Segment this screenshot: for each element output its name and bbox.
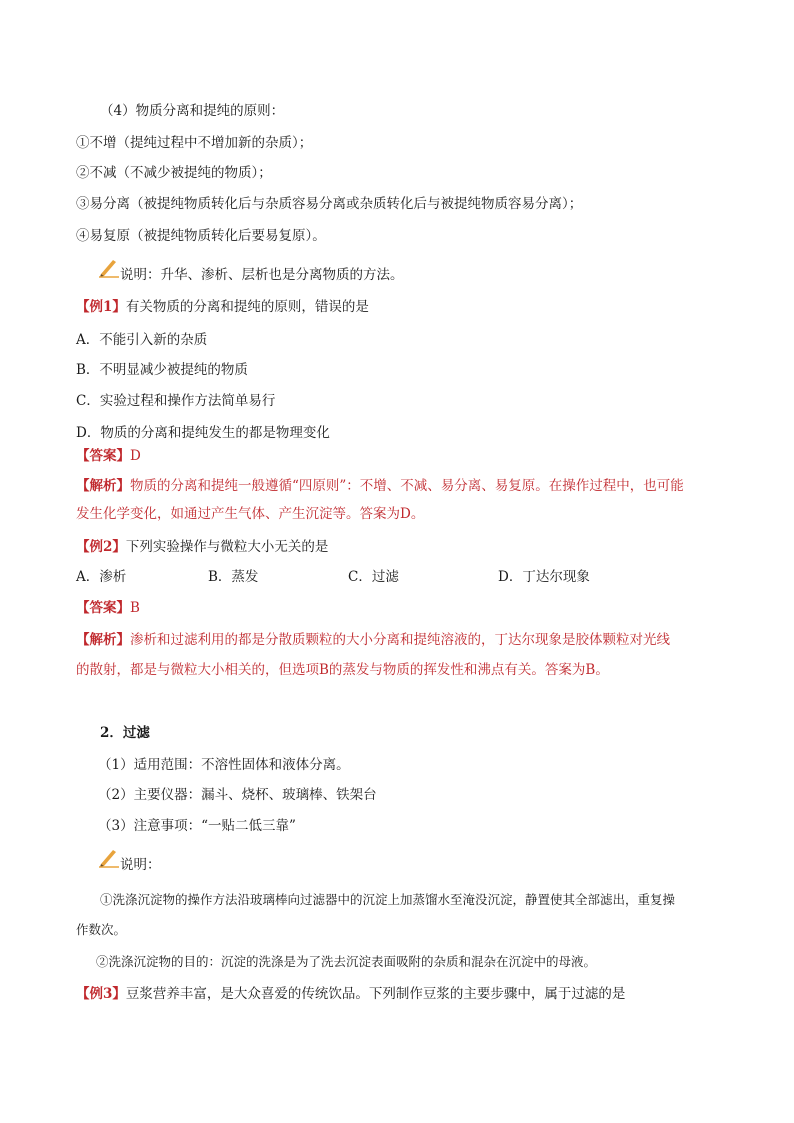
example2-analysis-line2: 的散射，都是与微粒大小相关的，但选项B的蒸发与物质的挥发性和沸点有关。答案为B。 bbox=[76, 662, 609, 678]
example2-question bbox=[76, 537, 328, 557]
example1-option-c: C．实验过程和操作方法简单易行 bbox=[76, 393, 276, 409]
example2-answer-value: B bbox=[130, 600, 140, 616]
filter-item-2: （2）主要仪器：漏斗、烧杯、玻璃棒、铁架台 bbox=[98, 787, 377, 803]
filter-item-3: （3）注意事项：“一贴二低三靠” bbox=[98, 818, 296, 834]
example2-option-b: B．蒸发 bbox=[208, 569, 259, 585]
example1-option-a: A．不能引入新的杂质 bbox=[76, 332, 208, 348]
example2-text: 下列实验操作与微粒大小无关的是 bbox=[125, 539, 329, 555]
filter-item-1: （1）适用范围：不溶性固体和液体分离。 bbox=[98, 757, 350, 773]
example2-analysis-text1: 渗析和过滤利用的都是分散质颗粒的大小分离和提纯溶液的，丁达尔现象是胶体颗粒对光线 bbox=[130, 632, 670, 648]
filter-note1-line2: 作数次。 bbox=[76, 922, 127, 937]
example2-option-c: C．过滤 bbox=[348, 569, 399, 585]
section2-title: 2．过滤 bbox=[100, 725, 150, 741]
example1-option-b: B．不明显减少被提纯的物质 bbox=[76, 362, 248, 378]
principle-item-4: ④易复原（被提纯物质转化后要易复原）。 bbox=[76, 228, 326, 244]
example1-option-d: D．物质的分离和提纯发生的都是物理变化 bbox=[76, 425, 330, 441]
filter-note1-line1: ①洗涤沉淀物的操作方法沿玻璃棒向过滤器中的沉淀上加蒸馏水至淹没沉淀，静置使其全部滤出，重复操 bbox=[100, 892, 676, 907]
example2-answer-tag: 【答案】 bbox=[76, 600, 130, 616]
example2-option-d: D．丁达尔现象 bbox=[498, 569, 590, 585]
filter-note2: ②洗涤沉淀物的目的：沉淀的洗涤是为了洗去沉淀表面吸附的杂质和混杂在沉淀中的母液。 bbox=[96, 954, 597, 969]
example1-question bbox=[76, 297, 369, 317]
example3-tag: 【例3】 bbox=[76, 986, 126, 1002]
example2-option-a: A．渗析 bbox=[76, 569, 127, 585]
example1-analysis-line1 bbox=[76, 476, 684, 496]
principle-item-1: ①不增（提纯过程中不增加新的杂质）； bbox=[76, 135, 313, 151]
example3-question bbox=[76, 984, 625, 1004]
example2-analysis-tag: 【解析】 bbox=[76, 632, 130, 648]
principle-title: （4）物质分离和提纯的原则： bbox=[100, 103, 285, 119]
example2-analysis-line1 bbox=[76, 630, 670, 650]
example2-tag: 【例2】 bbox=[76, 539, 126, 555]
example3-text: 豆浆营养丰富，是大众喜爱的传统饮品。下列制作豆浆的主要步骤中，属于过滤的是 bbox=[125, 986, 626, 1002]
principle-item-2: ②不减（不减少被提纯的物质）； bbox=[76, 165, 272, 181]
principle-item-3: ③易分离（被提纯物质转化后与杂质容易分离或杂质转化后与被提纯物质容易分离）； bbox=[76, 196, 583, 212]
example1-analysis-text1: 物质的分离和提纯一般遵循“四原则”：不增、不减、易分离、易复原。在操作过程中，也可能 bbox=[130, 478, 684, 494]
example1-answer-tag: 【答案】 bbox=[76, 448, 130, 464]
pencil-note-icon bbox=[97, 846, 121, 868]
example1-analysis-tag: 【解析】 bbox=[76, 478, 130, 494]
example1-answer-value: D bbox=[130, 448, 141, 464]
example1-analysis-line2: 发生化学变化，如通过产生气体、产生沉淀等。答案为D。 bbox=[76, 506, 425, 522]
example1-tag: 【例1】 bbox=[76, 299, 126, 315]
pencil-note-icon bbox=[97, 256, 121, 278]
example2-answer bbox=[76, 598, 140, 618]
note-sublimation: 说明：升华、渗析、层析也是分离物质的方法。 bbox=[120, 267, 404, 283]
example1-answer bbox=[76, 446, 141, 466]
example1-text: 有关物质的分离和提纯的原则，错误的是 bbox=[125, 299, 369, 315]
filter-note-label: 说明： bbox=[120, 857, 161, 873]
